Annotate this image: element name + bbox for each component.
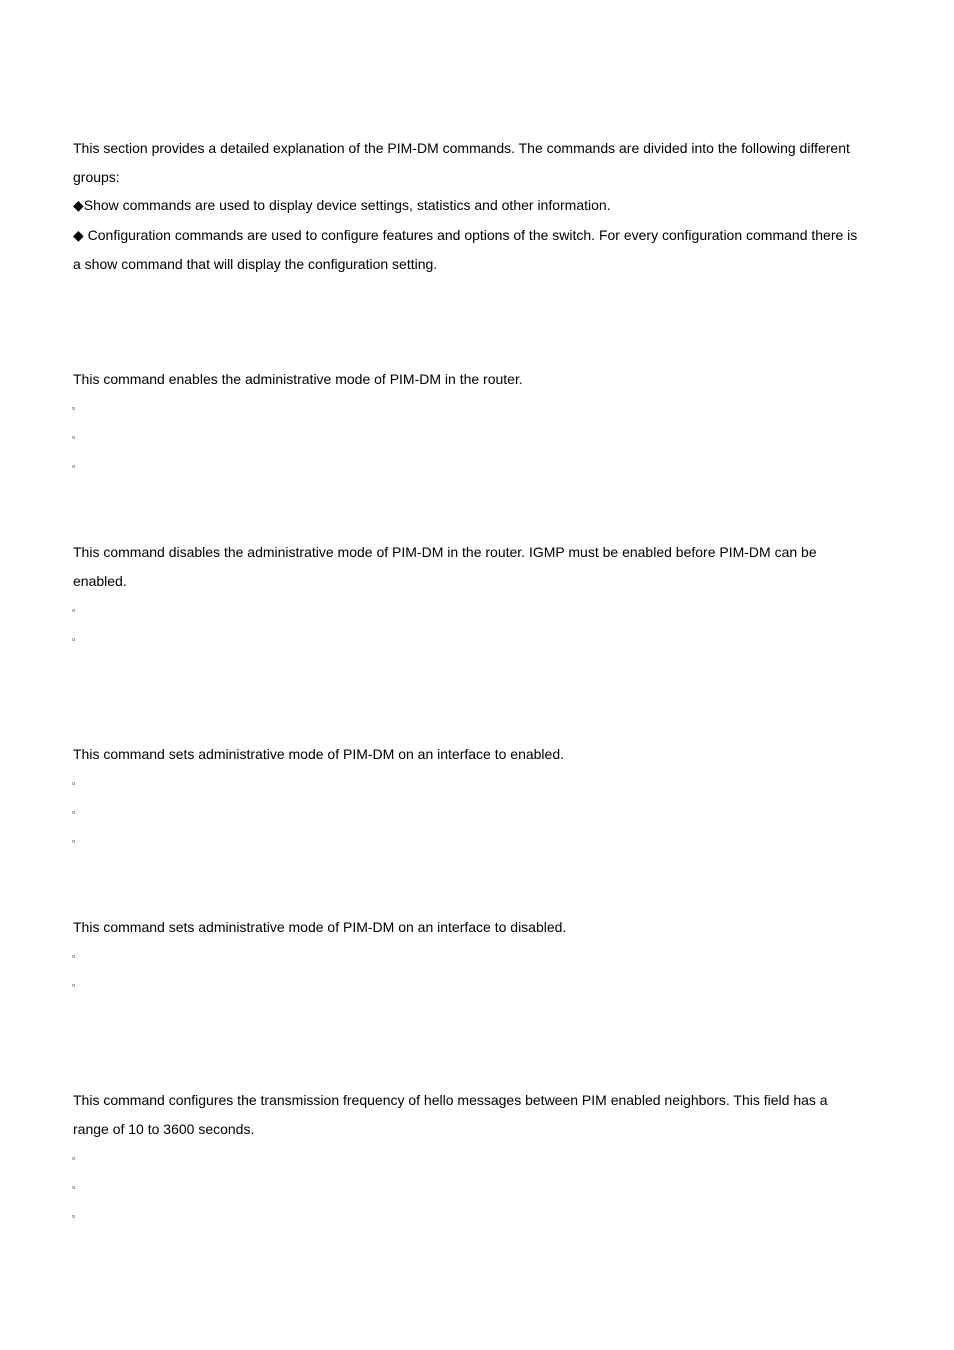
section-3-bullet-3: ▫ <box>72 836 76 846</box>
section-5-description-line-2: range of 10 to 3600 seconds. <box>73 1121 255 1137</box>
section-4-bullet-2: ▫ <box>72 980 76 990</box>
section-3-bullet-1: ▫ <box>72 778 76 788</box>
section-3-description: This command sets administrative mode of PIM-DM on an interface to enabled. <box>73 746 564 762</box>
section-1-description: This command enables the administrative mode of PIM-DM in the router. <box>73 371 523 387</box>
section-2-description-line-2: enabled. <box>73 573 127 589</box>
intro-bullet-config-commands-line-1: ◆ Configuration commands are used to configure features and options of the switch. For every configuration command there is <box>73 227 858 243</box>
section-3-bullet-2: ▫ <box>72 807 76 817</box>
section-5-description-line-1: This command configures the transmission frequency of hello messages between PIM enabled neighbors. This field has a <box>73 1092 828 1108</box>
section-1-bullet-1: ▫ <box>72 403 76 413</box>
section-5-bullet-3: ▫ <box>72 1211 76 1221</box>
intro-text-line-2: groups: <box>73 169 120 185</box>
section-2-bullet-1: ▫ <box>72 605 76 615</box>
section-5-bullet-1: ▫ <box>72 1153 76 1163</box>
section-4-description: This command sets administrative mode of PIM-DM on an interface to disabled. <box>73 919 567 935</box>
section-5-bullet-2: ▫ <box>72 1182 76 1192</box>
section-2-bullet-2: ▫ <box>72 634 76 644</box>
intro-bullet-show-commands: ◆Show commands are used to display device settings, statistics and other information. <box>73 197 611 213</box>
section-1-bullet-3: ▫ <box>72 461 76 471</box>
section-2-description-line-1: This command disables the administrative mode of PIM-DM in the router. IGMP must be enabled before PIM-DM can be <box>73 544 817 560</box>
intro-text-line-1: This section provides a detailed explanation of the PIM-DM commands. The commands are divided into the following different <box>73 140 850 156</box>
section-4-bullet-1: ▫ <box>72 951 76 961</box>
section-1-bullet-2: ▫ <box>72 432 76 442</box>
intro-bullet-config-commands-line-2: a show command that will display the configuration setting. <box>73 256 438 272</box>
